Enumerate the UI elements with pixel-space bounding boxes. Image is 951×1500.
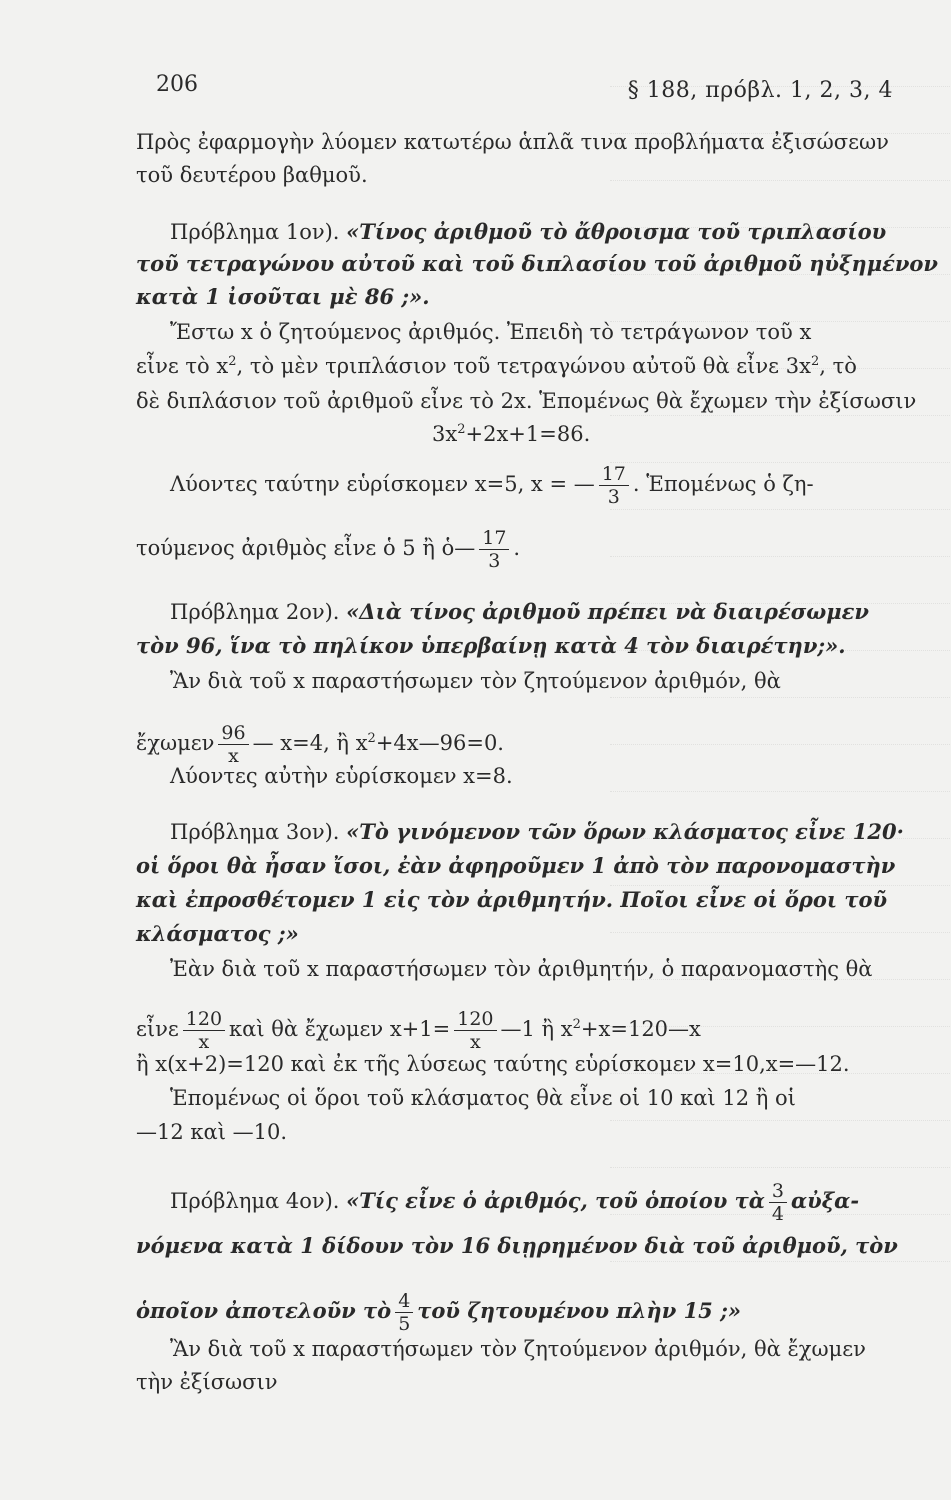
problem-4-heading: Πρόβλημα 4ον). «Τίς εἶνε ὁ ἀριθμός, τοῦ ὁποίου τὰ $\frac{3}{4}$ αὐξα- <box>170 1180 860 1225</box>
problem-3-heading <box>170 818 904 846</box>
fraction: $\frac{96}{x}$ <box>218 722 248 767</box>
intro-line: Πρὸς ἐφαρμογὴν λύομεν κατωτέρω ἁπλᾶ τινα προβλήματα ἐξισώσεων <box>136 130 889 154</box>
problem-statement: νόμενα κατὰ 1 δίδουν τὸν 16 διῃρημένον διὰ τοῦ ἀριθμοῦ, τὸν <box>136 1233 898 1258</box>
problem-1-heading <box>170 218 886 246</box>
solution-line: Λύοντες αὐτὴν εὑρίσκομεν x=8. <box>170 764 513 788</box>
solution-line: τούμενος ἀριθμὸς εἶνε ὁ 5 ἢ ὁ— $\frac{17}{3}$ . <box>136 527 521 572</box>
solution-line: δὲ διπλάσιον τοῦ ἀριθμοῦ εἶνε τὸ 2x. Ἑπομένως θὰ ἔχωμεν τὴν ἐξίσωσιν <box>136 389 917 413</box>
problem-2-heading <box>170 598 869 626</box>
solution-line: —12 καὶ —10. <box>136 1120 288 1144</box>
problem-label: Πρόβλημα 1ον). <box>170 220 340 244</box>
solution-line: Ἔστω x ὁ ζητούμενος ἀριθμός. Ἐπειδὴ τὸ τετράγωνον τοῦ x <box>170 320 812 344</box>
fraction: $\frac{17}{3}$ <box>479 527 509 572</box>
page-header <box>156 72 893 112</box>
problem-label: Πρόβλημα 3ον). <box>170 820 340 844</box>
fraction: $\frac{3}{4}$ <box>769 1180 787 1225</box>
solution-line: τὴν ἐξίσωσιν <box>136 1370 278 1394</box>
solution-line: ἢ x(x+2)=120 καὶ ἐκ τῆς λύσεως ταύτης εὑρίσκομεν x=10,x=—12. <box>136 1052 850 1076</box>
equation: $3x^2+2x+1=86$. <box>432 422 591 446</box>
solution-line: Ἑπομένως οἱ ὅροι τοῦ κλάσματος θὰ εἶνε οἱ 10 καὶ 12 ἢ οἱ <box>170 1086 796 1110</box>
fraction: $\frac{17}{3}$ <box>599 463 629 508</box>
problem-statement: κατὰ 1 ἰσοῦται μὲ 86 ;». <box>136 284 430 309</box>
problem-statement: τοῦ τετραγώνου αὐτοῦ καὶ τοῦ διπλασίου τοῦ ἀριθμοῦ ηὐξημένον <box>136 251 938 276</box>
solution-line: Ἂν διὰ τοῦ x παραστήσωμεν τὸν ζητούμενον ἀριθμόν, θὰ <box>170 669 781 693</box>
problem-statement: «Διὰ τίνος ἀριθμοῦ πρέπει νὰ διαιρέσωμεν <box>346 599 869 624</box>
problem-statement: οἱ ὅροι θὰ ἦσαν ἴσοι, ἐὰν ἀφηροῦμεν 1 ἀπὸ τὸν παρονομαστὴν <box>136 853 896 878</box>
solution-line: Λύοντες ταύτην εὑρίσκομεν x=5, x = — $\frac{17}{3}$ . Ἑπομένως ὁ ζη- <box>170 463 814 508</box>
problem-label: Πρόβλημα 2ον). <box>170 600 340 624</box>
fraction: $\frac{4}{5}$ <box>395 1290 413 1335</box>
problem-statement: καὶ ἐπροσθέτομεν 1 εἰς τὸν ἀριθμητήν. Ποῖοι εἶνε οἱ ὅροι τοῦ <box>136 887 888 912</box>
problem-statement: «Τίς εἶνε ὁ ἀριθμός, τοῦ ὁποίου τὰ <box>346 1188 765 1213</box>
solution-line: ἔχωμεν $\frac{96}{x}$ — x=4, ἢ $x^2+4x—96=0$. <box>136 722 504 767</box>
problem-label: Πρόβλημα 4ον). <box>170 1189 340 1213</box>
solution-line: εἶνε $\frac{120}{x}$ καὶ θὰ ἔχωμεν x+1= $\frac{120}{x}$ —1 ἢ $x^2+x=120—x$ <box>136 1008 701 1053</box>
solution-line: Ἂν διὰ τοῦ x παραστήσωμεν τὸν ζητούμενον ἀριθμόν, θὰ ἔχωμεν <box>170 1337 866 1361</box>
fraction: $\frac{120}{x}$ <box>454 1008 496 1053</box>
problem-statement: «Τὸ γινόμενον τῶν ὅρων κλάσματος εἶνε 120· <box>346 819 904 844</box>
fraction: $\frac{120}{x}$ <box>183 1008 225 1053</box>
problem-statement: τὸν 96, ἵνα τὸ πηλίκον ὑπερβαίνῃ κατὰ 4 τὸν διαιρέτην;». <box>136 633 846 658</box>
section-reference: § 188, πρόβλ. 1, 2, 3, 4 <box>627 78 893 103</box>
solution-line: Ἐὰν διὰ τοῦ x παραστήσωμεν τὸν ἀριθμητήν, ὁ παρανομαστὴς θὰ <box>170 957 873 981</box>
intro-line: τοῦ δευτέρου βαθμοῦ. <box>136 163 368 187</box>
page-number: 206 <box>156 72 198 97</box>
problem-statement: «Τίνος ἀριθμοῦ τὸ ἄθροισμα τοῦ τριπλασίου <box>346 219 887 244</box>
problem-statement: κλάσματος ;» <box>136 921 299 946</box>
problem-statement: ὁποῖον ἀποτελοῦν τὸ $\frac{4}{5}$ τοῦ ζητουμένου πλὴν 15 ;» <box>136 1290 741 1335</box>
solution-line: εἶνε τὸ $x^2$, τὸ μὲν τριπλάσιον τοῦ τετραγώνου αὐτοῦ θὰ εἶνε $3x^2$, τὸ <box>136 354 857 378</box>
